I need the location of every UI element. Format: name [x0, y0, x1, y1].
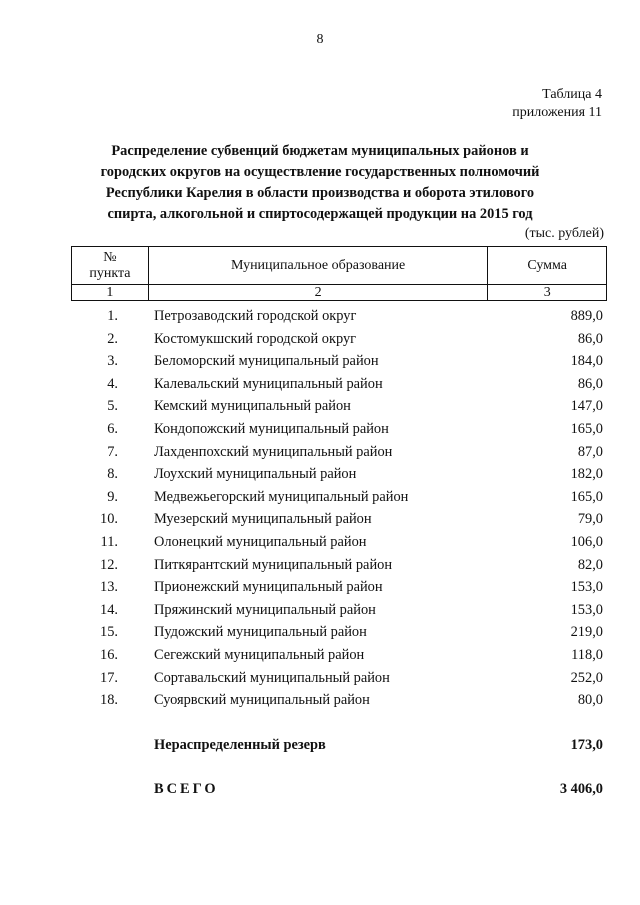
- row-number: 12.: [100, 556, 118, 573]
- row-number: 15.: [100, 624, 118, 641]
- row-number: 17.: [100, 669, 118, 686]
- title-line-4: спирта, алкогольной и спиртосодержащей продукции на 2015 год: [107, 206, 533, 222]
- row-name: Кондопожский муниципальный район: [154, 420, 389, 437]
- table-body: [71, 305, 607, 712]
- row-value: 118,0: [571, 646, 603, 663]
- units-label: (тыс. рублей): [524, 226, 604, 241]
- reserve-row: [71, 734, 607, 756]
- table-row: [71, 644, 607, 667]
- table-row: [71, 621, 607, 644]
- row-name: Лоухский муниципальный район: [154, 466, 357, 483]
- row-name: Костомукшский городской округ: [154, 330, 357, 347]
- row-value: 86,0: [577, 375, 603, 392]
- row-name: Медвежьегорский муниципальный район: [154, 488, 409, 505]
- row-value: 80,0: [577, 692, 603, 709]
- total-value: 3 406,0: [559, 781, 603, 797]
- table-row: [71, 463, 607, 486]
- table-row: [71, 373, 607, 396]
- table-row: [71, 554, 607, 577]
- row-number: 18.: [100, 692, 118, 709]
- row-number: 8.: [107, 466, 118, 483]
- row-value: 153,0: [570, 601, 603, 618]
- total-row: [71, 778, 607, 800]
- table-row: [71, 486, 607, 509]
- table-row: [71, 576, 607, 599]
- row-value: 165,0: [570, 420, 603, 437]
- row-number: 11.: [100, 533, 118, 550]
- row-value: 147,0: [570, 398, 603, 415]
- row-value: 165,0: [570, 488, 603, 505]
- column-numbers-row: [72, 285, 607, 301]
- total-label: ВСЕГО: [154, 781, 219, 797]
- column-number-2: 2: [148, 285, 488, 301]
- row-value: 153,0: [570, 579, 603, 596]
- table-row: [71, 689, 607, 712]
- row-value: 86,0: [577, 330, 603, 347]
- table-row: [71, 418, 607, 441]
- table-row: [71, 508, 607, 531]
- row-number: 1.: [107, 308, 118, 324]
- row-number: 5.: [107, 398, 118, 415]
- row-number: 2.: [107, 330, 118, 347]
- table-row: [71, 599, 607, 622]
- row-number: 16.: [100, 646, 118, 663]
- table-row: [71, 328, 607, 351]
- row-value: 106,0: [570, 533, 603, 550]
- header-number: [72, 247, 149, 285]
- title-line-2: городских округов на осуществление государственных полномочий: [100, 164, 540, 180]
- row-name: Сегежский муниципальный район: [154, 646, 365, 663]
- header-municipality: Муниципальное образование: [148, 247, 488, 285]
- table-reference: [512, 86, 602, 122]
- header-row: [72, 247, 607, 285]
- row-value: 182,0: [570, 466, 603, 483]
- header-number-label: пункта: [89, 265, 131, 281]
- row-number: 10.: [100, 511, 118, 528]
- table-row: [71, 667, 607, 690]
- row-name: Олонецкий муниципальный район: [154, 533, 367, 550]
- title-line-3: Республики Карелия в области производства и оборота этилового: [105, 185, 535, 201]
- row-number: 4.: [107, 375, 118, 392]
- row-name: Пудожский муниципальный район: [154, 624, 367, 641]
- row-name: Калевальский муниципальный район: [154, 375, 383, 392]
- table-row: [71, 305, 607, 328]
- row-value: 889,0: [570, 308, 603, 324]
- row-value: 184,0: [570, 353, 603, 370]
- row-name: Питкярантский муниципальный район: [154, 556, 393, 573]
- row-value: 82,0: [577, 556, 603, 573]
- document-title: [70, 141, 570, 225]
- table-row: [71, 531, 607, 554]
- row-value: 87,0: [577, 443, 603, 460]
- row-name: Суоярвский муниципальный район: [154, 692, 370, 709]
- header-number-symbol: №: [103, 249, 117, 265]
- row-name: Кемский муниципальный район: [154, 398, 351, 415]
- row-value: 252,0: [570, 669, 603, 686]
- column-number-3: 3: [488, 285, 607, 301]
- row-name: Петрозаводский городской округ: [154, 308, 357, 324]
- table-row: [71, 395, 607, 418]
- row-name: Пряжинский муниципальный район: [154, 601, 376, 618]
- table-reference-line-2: приложения 11: [512, 105, 602, 120]
- column-number-1: 1: [72, 285, 149, 301]
- row-number: 3.: [107, 353, 118, 370]
- table-row: [71, 350, 607, 373]
- header-amount: Сумма: [488, 247, 607, 285]
- row-number: 9.: [107, 488, 118, 505]
- reserve-label: Нераспределенный резерв: [154, 737, 326, 753]
- reserve-value: 173,0: [570, 737, 603, 753]
- table-reference-line-1: Таблица 4: [542, 87, 602, 102]
- table-header: [71, 246, 607, 301]
- row-number: 14.: [100, 601, 118, 618]
- row-name: Муезерский муниципальный район: [154, 511, 372, 528]
- page-number: 8: [316, 32, 324, 47]
- row-name: Лахденпохский муниципальный район: [154, 443, 393, 460]
- title-line-1: Распределение субвенций бюджетам муниципальных районов и: [111, 143, 529, 159]
- row-name: Сортавальский муниципальный район: [154, 669, 390, 686]
- table-row: [71, 441, 607, 464]
- row-number: 13.: [100, 579, 118, 596]
- row-value: 79,0: [577, 511, 603, 528]
- row-number: 6.: [107, 420, 118, 437]
- row-number: 7.: [107, 443, 118, 460]
- row-value: 219,0: [570, 624, 603, 641]
- row-name: Прионежский муниципальный район: [154, 579, 383, 596]
- row-name: Беломорский муниципальный район: [154, 353, 379, 370]
